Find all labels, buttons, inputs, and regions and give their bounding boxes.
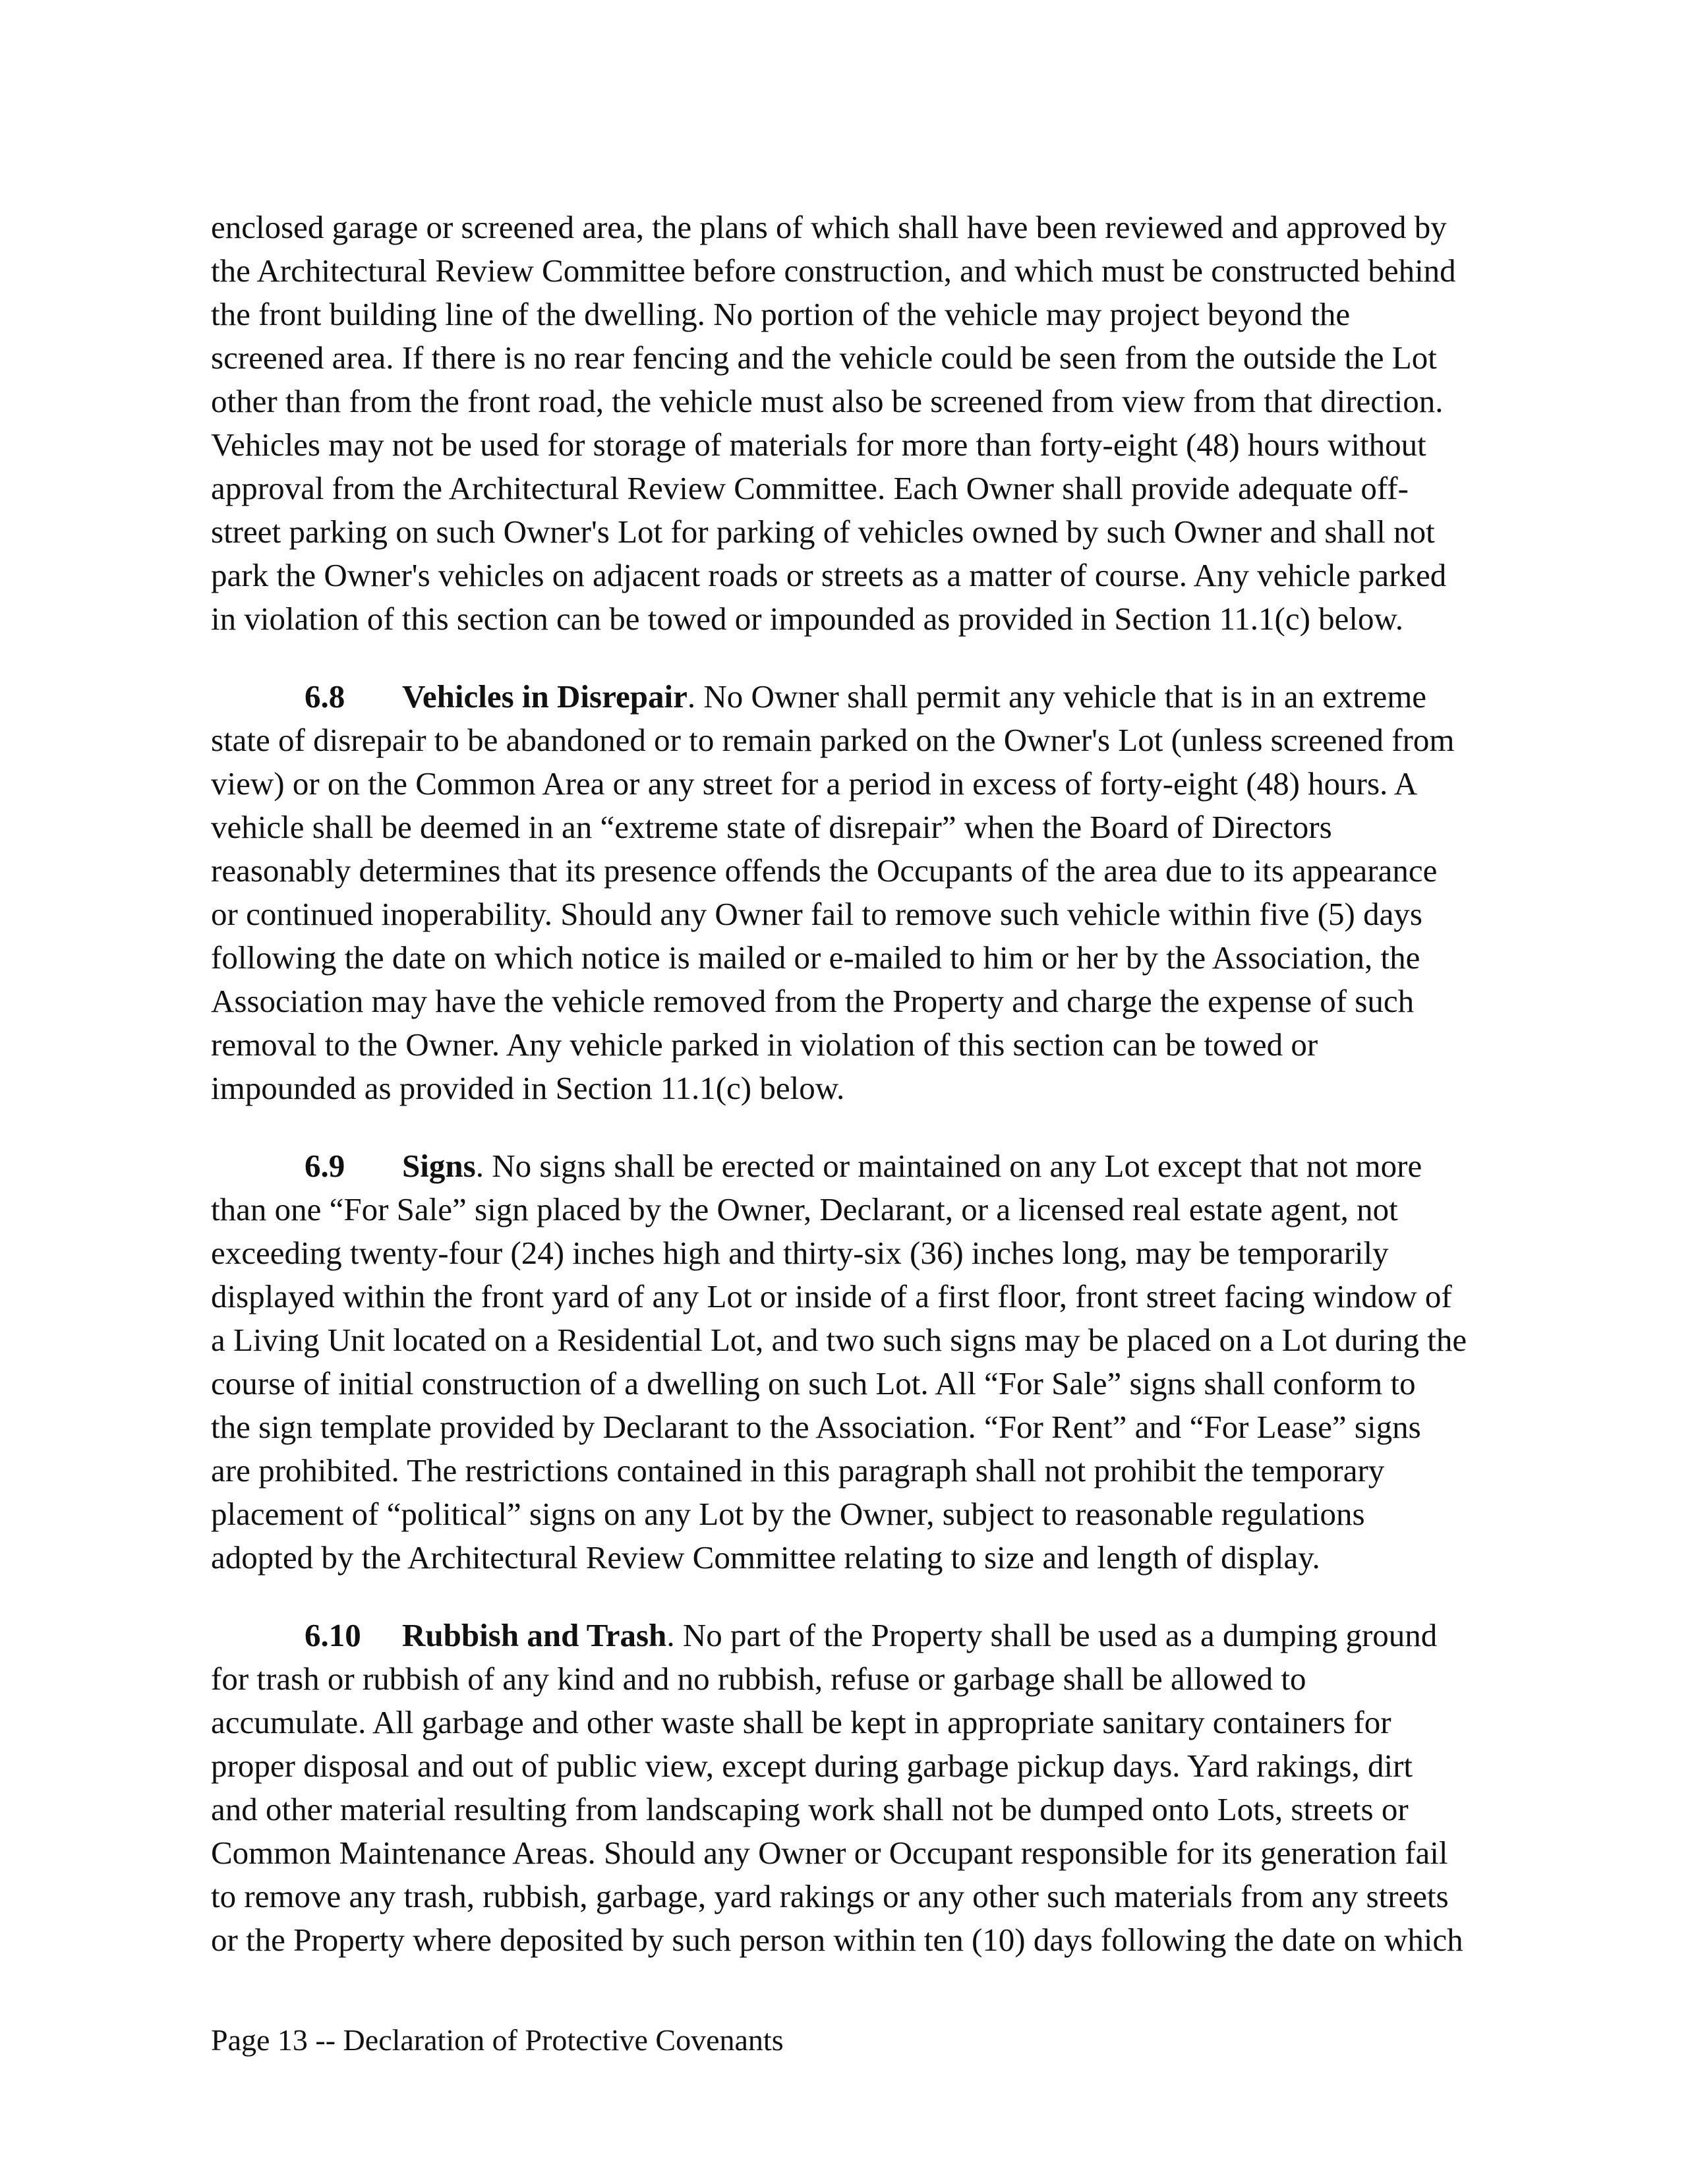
- paragraph-line: removal to the Owner. Any vehicle parked in violation of this section can be towed or: [211, 1026, 1318, 1063]
- paragraph-line: or continued inoperability. Should any Owner fail to remove such vehicle within five (5) days: [211, 896, 1422, 932]
- paragraph-line: view) or on the Common Area or any street for a period in excess of forty-eight (48) hours. A: [211, 765, 1418, 802]
- paragraph-line: accumulate. All garbage and other waste shall be kept in appropriate sanitary containers for: [211, 1704, 1391, 1740]
- section-title: Vehicles in Disrepair: [402, 678, 687, 715]
- section-first-line-text: . No part of the Property shall be used as a dumping ground: [666, 1617, 1438, 1653]
- paragraph-line: enclosed garage or screened area, the plans of which shall have been reviewed and approved by: [211, 209, 1447, 245]
- paragraph-line: are prohibited. The restrictions contained in this paragraph shall not prohibit the temporary: [211, 1452, 1385, 1489]
- paragraph-line: screened area. If there is no rear fencing and the vehicle could be seen from the outside the Lot: [211, 339, 1437, 376]
- section-title: Rubbish and Trash: [402, 1617, 667, 1653]
- paragraph-line: placement of “political” signs on any Lot by the Owner, subject to reasonable regulations: [211, 1496, 1365, 1532]
- paragraph-line: and other material resulting from landscaping work shall not be dumped onto Lots, streets or: [211, 1791, 1409, 1827]
- section-number: 6.8: [305, 678, 345, 715]
- paragraph-line: other than from the front road, the vehicle must also be screened from view from that direction.: [211, 383, 1444, 419]
- paragraph-line: Association may have the vehicle removed from the Property and charge the expense of such: [211, 983, 1415, 1019]
- paragraph-line: course of initial construction of a dwelling on such Lot. All “For Sale” signs shall conform to: [211, 1365, 1416, 1402]
- paragraph-line: than one “For Sale” sign placed by the Owner, Declarant, or a licensed real estate agent, not: [211, 1191, 1398, 1227]
- paragraph-line: or the Property where deposited by such person within ten (10) days following the date on which: [211, 1922, 1463, 1958]
- section-heading-line: [305, 1614, 1437, 1657]
- paragraph-line: following the date on which notice is mailed or e-mailed to him or her by the Association, the: [211, 939, 1420, 976]
- paragraph-line: displayed within the front yard of any Lot or inside of a first floor, front street facing window of: [211, 1278, 1452, 1314]
- paragraph-line: park the Owner's vehicles on adjacent roads or streets as a matter of course. Any vehicle parked: [211, 557, 1447, 593]
- paragraph-line: reasonably determines that its presence offends the Occupants of the area due to its appearance: [211, 852, 1438, 889]
- paragraph-line: to remove any trash, rubbish, garbage, yard rakings or any other such materials from any streets: [211, 1878, 1449, 1914]
- paragraph-line: impounded as provided in Section 11.1(c) below.: [211, 1070, 845, 1106]
- section-first-line-text: . No Owner shall permit any vehicle that is in an extreme: [687, 678, 1427, 715]
- paragraph-line: state of disrepair to be abandoned or to remain parked on the Owner's Lot (unless screened from: [211, 722, 1455, 758]
- paragraph-line: in violation of this section can be towed or impounded as provided in Section 11.1(c) below.: [211, 601, 1403, 637]
- section-number: 6.9: [305, 1148, 345, 1184]
- paragraph-line: exceeding twenty-four (24) inches high and thirty-six (36) inches long, may be temporarily: [211, 1235, 1389, 1271]
- paragraph-line: the front building line of the dwelling. No portion of the vehicle may project beyond the: [211, 296, 1351, 332]
- section-title: Signs: [402, 1148, 476, 1184]
- paragraph-line: Vehicles may not be used for storage of materials for more than forty-eight (48) hours without: [211, 427, 1426, 463]
- section-first-line-text: . No signs shall be erected or maintained on any Lot except that not more: [475, 1148, 1422, 1184]
- paragraph-line: approval from the Architectural Review Committee. Each Owner shall provide adequate off-: [211, 470, 1409, 506]
- page-footer: Page 13 -- Declaration of Protective Covenants: [211, 2023, 784, 2057]
- paragraph-line: a Living Unit located on a Residential Lot, and two such signs may be placed on a Lot during the: [211, 1322, 1467, 1358]
- paragraph-line: the sign template provided by Declarant to the Association. “For Rent” and “For Lease” signs: [211, 1409, 1421, 1445]
- section-heading-line: [305, 1144, 1422, 1188]
- paragraph-line: Common Maintenance Areas. Should any Owner or Occupant responsible for its generation fail: [211, 1835, 1448, 1871]
- paragraph-line: street parking on such Owner's Lot for parking of vehicles owned by such Owner and shall not: [211, 514, 1435, 550]
- paragraph-line: adopted by the Architectural Review Committee relating to size and length of display.: [211, 1539, 1320, 1576]
- paragraph-line: for trash or rubbish of any kind and no rubbish, refuse or garbage shall be allowed to: [211, 1661, 1306, 1697]
- section-number: 6.10: [305, 1617, 361, 1653]
- section-heading-line: [305, 675, 1426, 719]
- paragraph-line: proper disposal and out of public view, except during garbage pickup days. Yard rakings, dirt: [211, 1748, 1413, 1784]
- paragraph-line: vehicle shall be deemed in an “extreme state of disrepair” when the Board of Directors: [211, 809, 1332, 845]
- paragraph-line: the Architectural Review Committee before construction, and which must be constructed behind: [211, 252, 1456, 289]
